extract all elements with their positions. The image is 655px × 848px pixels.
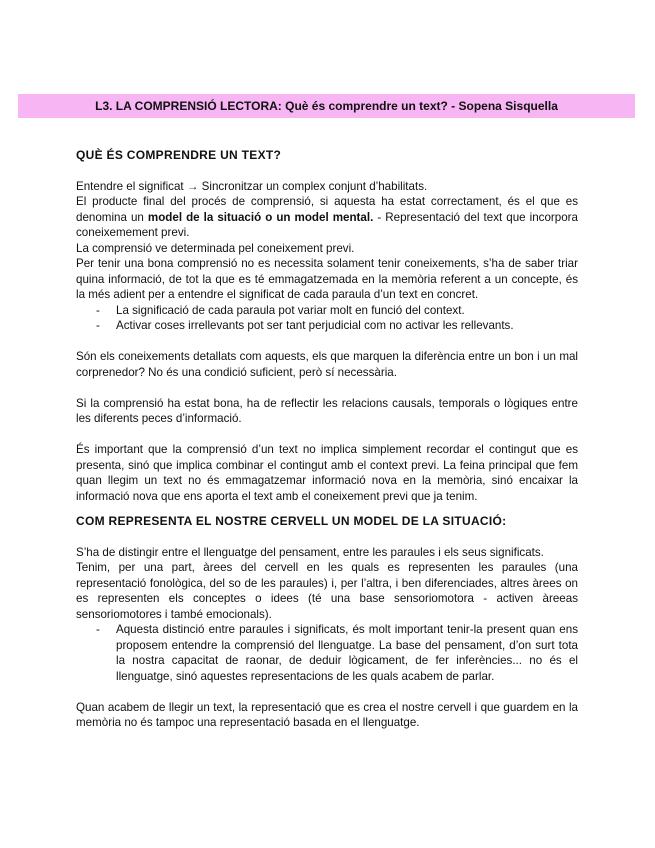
list-item: - Aquesta distinció entre paraules i significats, és molt important tenir-la present quan ens proposem entendre la comprensió del llenguatge. La base del pensament, d’on surt tota la nostra capacitat de raonar, de deduir lògicament, de fer inferències... no és el llenguatge, sinó aquestes representacions de les quals acabem de parlar.: [76, 622, 578, 684]
list-item: - Activar coses irrellevants pot ser tant perjudicial com no activar les rellevants.: [76, 318, 578, 334]
list-item: - La significació de cada paraula pot variar molt en funció del context.: [76, 303, 578, 319]
paragraph: Són els coneixements detallats com aquests, els que marquen la diferència entre un bon i un mal corprenedor? No és una condició suficient, però sí necessària.: [76, 350, 578, 379]
paragraph: Tenim, per una part, àrees del cervell en les quals es representen les paraules (una representació fonològica, del so de les paraules) i, per l’altra, i ben diferenciades, altres àrees on es representen els conceptes o idees (té una base sensoriomotora - activen àreeas sensoriomotores i també emocionals).: [76, 561, 578, 621]
document-body: [76, 148, 578, 731]
paragraph: Entendre el significat → Sincronitzar un complex conjunt d’habilitats.: [76, 179, 428, 193]
bullet-list: [76, 622, 578, 684]
bold-term: model de la situació o un model mental.: [147, 210, 374, 224]
paragraph: Quan acabem de llegir un text, la representació que es crea el nostre cervell i que guardem en la memòria no és tampoc una representació basada en el llenguatge.: [76, 700, 578, 729]
section-heading-1: QUÈ ÉS COMPRENDRE UN TEXT?: [76, 148, 282, 162]
paragraph-text: - Representació del text que incorpora coneixemement previ.: [76, 210, 578, 239]
paragraph: [76, 194, 578, 241]
header-title-bar: [18, 94, 635, 118]
paragraph: Si la comprensió ha estat bona, ha de reflectir les relacions causals, temporals o lògiques entre les diferents peces d’informació.: [76, 396, 578, 425]
section-heading-2: COM REPRESENTA EL NOSTRE CERVELL UN MODEL DE LA SITUACIÓ:: [76, 514, 507, 528]
document-title: L3. LA COMPRENSIÓ LECTORA: Què és comprendre un text? - Sopena Sisquella: [95, 99, 558, 113]
paragraph: És important que la comprensió d’un text no implica simplement recordar el contingut que es presenta, sinó que implica combinar el contingut amb el context previ. La feina principal que fem quan llegim un text no és emmagatzemar informació nova en la memòria, sinó encaixar la informació nova que ens aporta el text amb el coneixement previ que ja tenim.: [76, 443, 578, 503]
paragraph-text: El producte final del procés de comprensió, si aquesta ha estat correctament, és el que es denomina un: [76, 195, 578, 224]
paragraph: Per tenir una bona comprensió no es necessita solament tenir coneixements, s’ha de saber triar quina informació, de tot la que es té emmagatzemada en la memòria referent a un concepte, és la més adient per a entendre el significat de cada paraula d’un text en concret.: [76, 257, 578, 301]
paragraph: S’ha de distingir entre el llenguatge del pensament, entre les paraules i els seus significats.: [76, 545, 544, 559]
bullet-list: [76, 303, 578, 334]
paragraph: La comprensió ve determinada pel coneixement previ.: [76, 241, 355, 255]
